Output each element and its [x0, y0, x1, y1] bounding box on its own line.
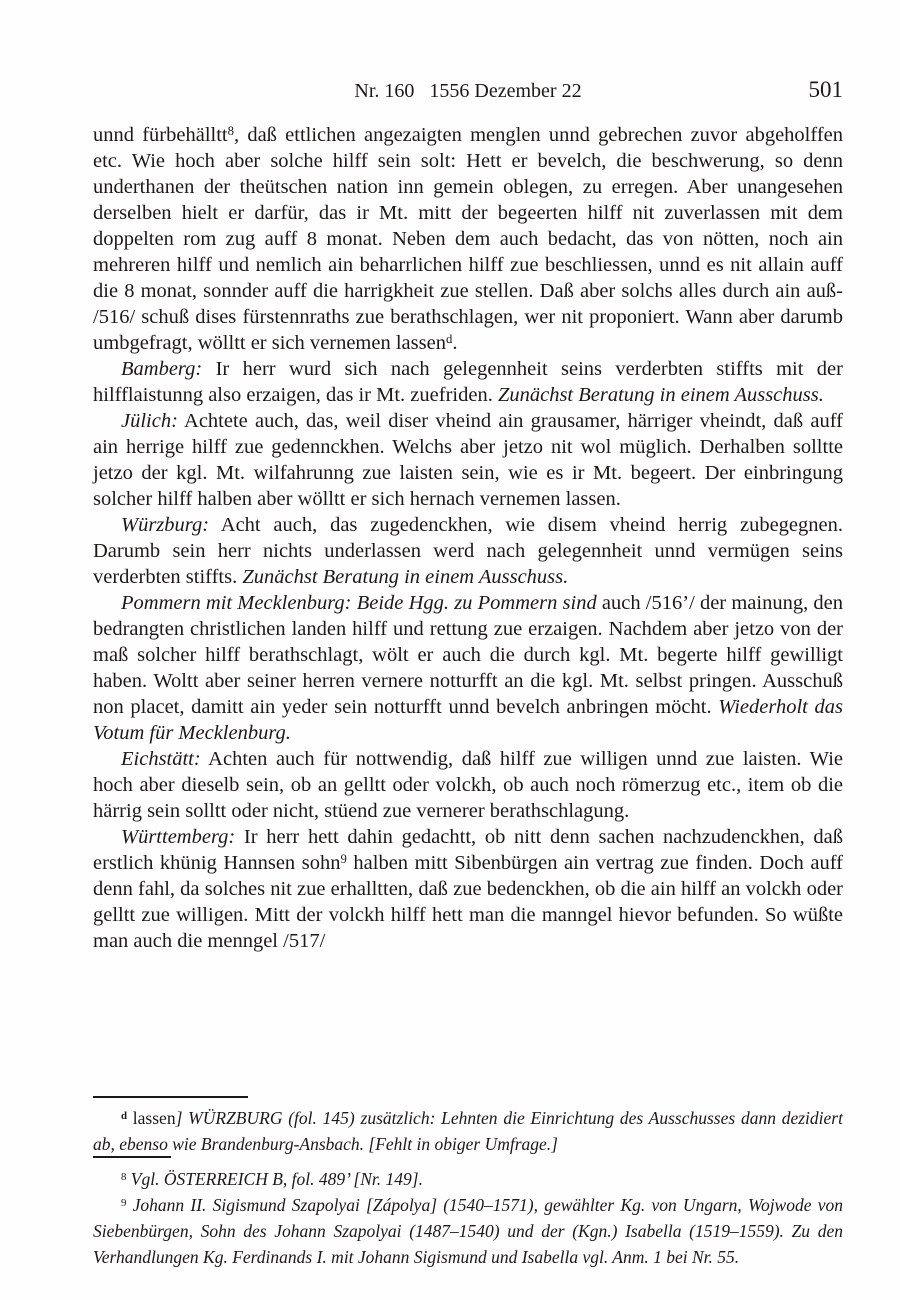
footnote-entries: [93, 1166, 843, 1270]
header-date: 1556 Dezember 22: [429, 80, 582, 102]
text-run: unnd fürbehälltt: [93, 124, 228, 146]
footnotes-block: [93, 1156, 843, 1270]
apparatus-entries: [93, 1105, 843, 1157]
text-run: d: [445, 332, 453, 347]
text-run: lassen: [127, 1108, 176, 1128]
text-run: Achtete auch, das, weil diser vheind ain grausamer, härriger vheindt, daß auff ain herrige hilff zue gedennckhen. Welchs aber jetzo nit wol müglich. Derhalben solltte jetzo der kgl. Mt. wilfahrunng zue laisten sein, wie es ir Mt. begeert. Der einbringung solcher hilff halben aber wölltt er sich hernach vernemen lassen.: [93, 410, 843, 510]
text-run: Wiederholt das Votum für Mecklenburg.: [93, 696, 843, 744]
text-run: Acht auch, das zugedenckhen, wie disem vheind herrig zubegegnen. Darumb sein herr nichts underlassen werd nach gelegennheit unnd vermügen seins verderbten stiffts.: [93, 514, 843, 588]
page-number: 501: [808, 77, 843, 102]
text-run: Pommern mit Mecklenburg: Beide Hgg. zu Pommern sind: [121, 592, 597, 614]
text-run: ] WÜRZBURG (fol. 145) zusätzlich: Lehnten die Einrichtung des Ausschusses dann dezidiert ab, ebenso wie Brandenburg-Ansbach. [Fehlt in obiger Umfrage.]: [93, 1108, 843, 1154]
text-run: 9: [340, 852, 347, 867]
continuation-paragraph: [93, 122, 843, 356]
text-run: halben mitt Sibenbürgen ain vertrag zue finden. Doch auff denn fahl, da solches nit zue erhalltten, daß zue bedenckhen, ob die ain hilff an volckh oder gelltt zue willigen. Mitt der volckh hilff hett man die manngel hievor befunden. So wüßte man auch die menngel /517/: [93, 852, 843, 952]
votum-bamberg: [93, 356, 843, 408]
votum-wuerttemberg: [93, 824, 843, 954]
text-run: Johann II. Sigismund Szapolyai [Zápolya] (1540–1571), gewählter Kg. von Ungarn, Wojwode von Siebenbürgen, Sohn des Johann Szapolyai (1487–1540) und der (Kgn.) Isabella (1519–1559). Zu den Verhandlungen Kg. Ferdinands I. mit Johann Sigismund und Isabella vgl. Anm. 1 bei Nr. 55.: [93, 1195, 843, 1267]
apparatus-separator-rule: [93, 1096, 248, 1098]
text-run: Ir herr wurd sich nach gelegennheit seins verderbten stiffts mit der hilfflaistunng also erzaigen, das ir Mt. zuefriden.: [93, 358, 843, 406]
footnotes-separator-rule: [93, 1156, 171, 1158]
text-run: Bamberg:: [121, 358, 203, 380]
text-run: Eichstätt:: [121, 748, 201, 770]
text-run: .: [452, 332, 458, 354]
text-run: Vgl. ÖSTERREICH B, fol. 489’ [Nr. 149].: [126, 1169, 423, 1189]
text-run: 9: [121, 1197, 127, 1210]
text-run: , daß ettlichen angezaigten menglen unnd gebrechen zuvor abgeholffen etc. Wie hoch aber solche hilff sein solt: Hett er bevelch, die beschwerung, so denn underthanen der theütschen nation inn gemein oblegen, zu erregen. Aber unangesehen derselben hielt er darfür, das ir Mt. mitt der begeerten hilff nit zuverlassen mit dem doppelten rom zug auff 8 monat. Neben dem auch bedacht, das von nötten, noch ain mehreren hilff und nemlich ain beharrlichen hilff zue beschliessen, unnd es nit allain auff die 8 monat, sonnder auff die harrigkheit zue stellen. Daß aber solchs alles durch ain auß- /516/ schuß dises fürstennraths zue berathschlagen, wer nit proponiert. Wann aber darumb umbgefragt, wölltt er sich vernemen lassen: [93, 124, 844, 354]
header-doc-number: Nr. 160: [354, 80, 415, 102]
text-run: Ir herr hett dahin gedachtt, ob nitt denn sachen nachzudenckhen, daß erstlich khünig Hannsen sohn: [93, 826, 843, 874]
text-run: 8: [227, 124, 234, 139]
text-run: Zunächst Beratung in einem Ausschuss.: [242, 566, 569, 588]
votum-wuerzburg: [93, 512, 843, 590]
apparatus-note-d: [93, 1105, 843, 1157]
text-run: Achten auch für nottwendig, daß hilff zue willigen unnd zue laisten. Wie hoch aber dieselb sein, ob an gelltt oder volckh, ob auch noch römerzug etc., item ob die härrig sein solltt oder nicht, stüend zue vernerer berathschlagung.: [93, 748, 843, 822]
votum-eichstaett: [93, 746, 843, 824]
text-run: Würzburg:: [121, 514, 210, 536]
text-run: Jülich:: [121, 410, 178, 432]
main-text-block: [93, 122, 843, 954]
page-header: [93, 77, 843, 103]
text-run: 8: [121, 1171, 127, 1184]
footnote-9: [93, 1192, 843, 1270]
votum-pommern-mecklenburg: [93, 590, 843, 746]
votum-juelich: [93, 408, 843, 512]
text-run: Zunächst Beratung in einem Ausschuss.: [497, 384, 824, 406]
critical-apparatus-block: [93, 1096, 843, 1157]
text-run: Württemberg:: [121, 826, 236, 848]
text-run: d: [121, 1110, 128, 1123]
text-run: auch /516’/ der mainung, den bedrangten christlichen landen hilff und rettung zue erzaigen. Nachdem aber jetzo von der maß solcher hilff berathschlagt, wölt er auch die durch kgl. Mt. begerte hilff gewilligt haben. Woltt aber seiner herren vernere notturfft an die kgl. Mt. selbst pringen. Ausschuß non placet, damitt ain yeder sein notturfft unnd bevelch anbringen möcht.: [93, 592, 843, 718]
footnote-8: [93, 1166, 843, 1192]
